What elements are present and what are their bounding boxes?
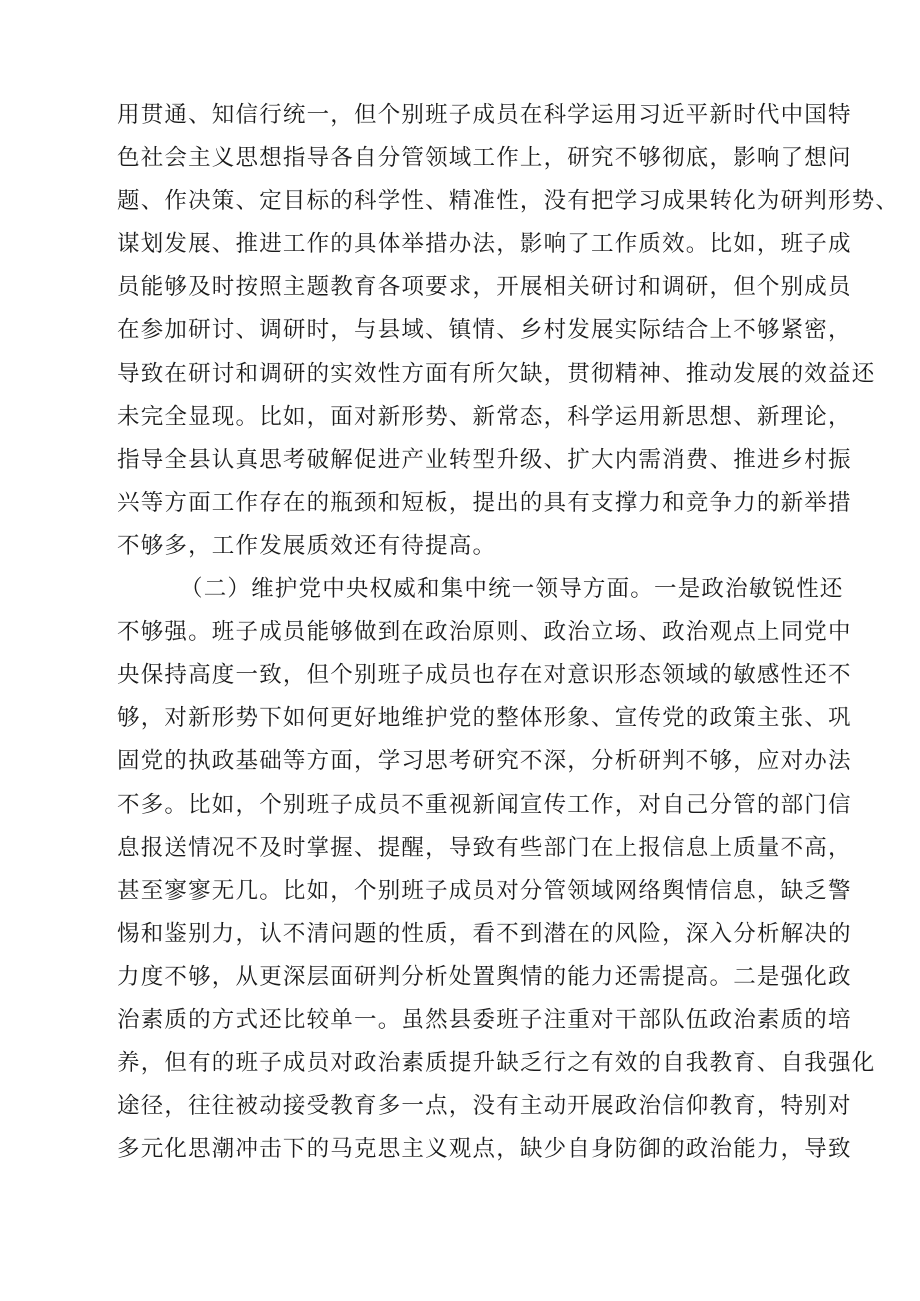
text-line: 员能够及时按照主题教育各项要求，开展相关研讨和调研，但个别成员 [117,274,852,301]
text-line: 养，但有的班子成员对政治素质提升缺乏行之有效的自我教育、自我强化 [117,1050,876,1077]
text-line: 在参加研讨、调研时，与县域、镇情、乡村发展实际结合上不够紧密， [117,317,852,344]
text-line: 息报送情况不及时掌握、提醒，导致有些部门在上报信息上质量不高， [117,834,852,861]
text-line: 够，对新形势下如何更好地维护党的整体形象、宣传党的政策主张、巩 [117,705,852,732]
paragraph-end-line: 不够多，工作发展质效还有待提高。 [117,532,497,559]
text-line: 题、作决策、定目标的科学性、精准性，没有把学习成果转化为研判形势、 [117,188,900,215]
text-line: 甚至寥寥无几。比如，个别班子成员对分管领域网络舆情信息，缺乏警 [117,877,852,904]
text-line: 央保持高度一致，但个别班子成员也存在对意识形态领域的敏感性还不 [117,662,852,689]
text-line: 惕和鉴别力，认不清问题的性质，看不到潜在的风险，深入分析解决的 [117,920,852,947]
text-line: 途径，往往被动接受教育多一点，没有主动开展政治信仰教育，特别对 [117,1093,852,1120]
text-line: 多元化思潮冲击下的马克思主义观点，缺少自身防御的政治能力，导致 [117,1136,852,1163]
text-line: 兴等方面工作存在的瓶颈和短板，提出的具有支撑力和竞争力的新举措 [117,489,852,516]
text-line: 不多。比如，个别班子成员不重视新闻宣传工作，对自己分管的部门信 [117,791,852,818]
text-line: 治素质的方式还比较单一。虽然县委班子注重对干部队伍政治素质的培 [117,1006,852,1033]
text-line: 固党的执政基础等方面，学习思考研究不深，分析研判不够，应对办法 [117,748,852,775]
text-line: 不够强。班子成员能够做到在政治原则、政治立场、政治观点上同党中 [117,619,852,646]
text-line: 导致在研讨和调研的实效性方面有所欠缺，贯彻精神、推动发展的效益还 [117,360,876,387]
section-heading-line: （二）维护党中央权威和集中统一领导方面。一是政治敏锐性还 [180,576,844,603]
text-line: 色社会主义思想指导各自分管领域工作上，研究不够彻底，影响了想问 [117,145,852,172]
text-line: 用贯通、知信行统一，但个别班子成员在科学运用习近平新时代中国特 [117,102,852,128]
document-body [117,94,900,1171]
text-line: 谋划发展、推进工作的具体举措办法，影响了工作质效。比如，班子成 [117,231,852,258]
text-line: 指导全县认真思考破解促进产业转型升级、扩大内需消费、推进乡村振 [117,446,852,473]
text-line: 未完全显现。比如，面对新形势、新常态，科学运用新思想、新理论， [117,403,852,430]
text-line: 力度不够，从更深层面研判分析处置舆情的能力还需提高。二是强化政 [117,963,852,990]
